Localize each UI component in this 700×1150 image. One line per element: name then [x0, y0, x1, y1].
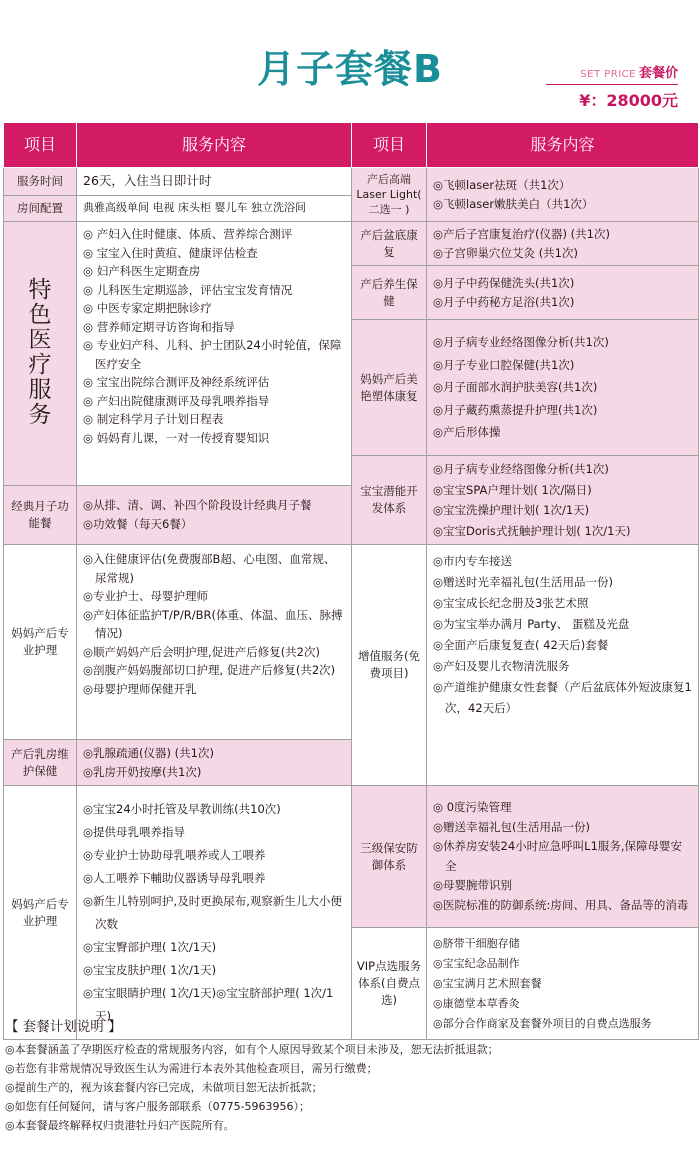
price-label-cn: 套餐价	[638, 66, 678, 81]
category-service-time: 服务时间	[4, 168, 77, 196]
category-wellness: 产后养生保健	[352, 266, 427, 320]
page-title: 月子套餐B	[257, 47, 443, 91]
category-medical	[4, 222, 77, 486]
list-item: ◎宝宝臀部护理( 1次/1天)	[83, 940, 217, 954]
security-content	[427, 786, 699, 928]
list-item: ◎产妇体征监护T/P/R/BR(体重、体温、血压、脉搏情况)	[83, 607, 343, 640]
plan-notes	[5, 1018, 695, 1135]
list-item: ◎乳房开奶按摩(共1次)	[83, 764, 202, 779]
laser-content	[427, 168, 699, 222]
plan-line: ◎如您有任何疑问，请与客户服务部联系（0775-5963956）；	[5, 1100, 311, 1113]
value-added-content	[427, 545, 699, 786]
category-mom-care: 妈妈产后专业护理	[4, 545, 77, 740]
list-item: ◎ 营养师定期寻访咨询和指导	[83, 319, 235, 334]
list-item: ◎医院标准的防御系统:房间、用具、备品等的消毒	[433, 897, 689, 912]
category-vip: VIP点选服务体系(自费点选)	[352, 928, 427, 1040]
category-beauty: 妈妈产后美艳塑体康复	[352, 320, 427, 456]
wellness-content	[427, 266, 699, 320]
plan-line: ◎本套餐最终解释权归贵港牡丹妇产医院所有。	[5, 1119, 235, 1132]
list-item: ◎宝宝24小时托管及早教训练(共10次)	[83, 802, 281, 816]
list-item: ◎母婴腕带识别	[433, 878, 513, 892]
table-row	[4, 222, 699, 266]
list-item: ◎飞顿laser祛斑（共1次）	[433, 178, 571, 192]
list-item: ◎ 产妇出院健康测评及母乳喂养指导	[83, 393, 270, 408]
list-item: ◎宝宝纪念品制作	[433, 956, 520, 970]
list-item: ◎ 0度污染管理	[433, 800, 512, 814]
list-item: ◎产后子宫康复治疗(仪器) (共1次)	[433, 227, 610, 241]
category-security: 三级保安防御体系	[352, 786, 427, 928]
list-item: ◎ 专业妇产科、儿科、护士团队24小时轮值，保障医疗安全	[83, 338, 342, 371]
room-text: 典雅高级单间 电视 床头柜 婴儿车 独立洗浴间	[77, 196, 352, 222]
category-meal: 经典月子功能餐	[4, 485, 77, 544]
table-row	[4, 168, 699, 196]
list-item: ◎月子病专业经络图像分析(共1次)	[433, 462, 609, 476]
list-item: ◎康德堂本草香灸	[433, 996, 520, 1010]
list-item: ◎全面产后康复复查( 42天后)套餐	[433, 638, 609, 652]
list-item: ◎功效餐（每天6餐）	[83, 516, 193, 531]
list-item: ◎提供母乳喂养指导	[83, 825, 186, 839]
list-item: ◎剖腹产妈妈腹部切口护理, 促进产后修复(共2次)	[83, 663, 336, 677]
category-value-added: 增值服务(免费项目)	[352, 545, 427, 786]
list-item: ◎专业护士、母婴护理师	[83, 589, 209, 603]
list-item: ◎市内专车接送	[433, 554, 513, 568]
list-item: ◎月子专业口腔保健(共1次)	[433, 357, 575, 372]
list-item: ◎ 中医专家定期把脉诊疗	[83, 301, 212, 315]
list-item: ◎部分合作商家及套餐外项目的自费点选服务	[433, 1016, 652, 1030]
price-value: ¥：28000元	[579, 91, 678, 110]
list-item: ◎入住健康评估(免费腹部B超、心电图、血常规、尿常规)	[83, 552, 336, 585]
list-item: ◎赠送幸福礼包(生活用品一份)	[433, 819, 591, 834]
list-item: ◎母婴护理师保健开乳	[83, 681, 197, 696]
list-item: ◎顺产妈妈产后会明护理,促进产后修复(共2次)	[83, 644, 320, 659]
list-item: ◎月子中药保健洗头(共1次)	[433, 276, 575, 290]
meal-content	[77, 485, 352, 544]
list-item: ◎ 儿科医生定期巡診，评估宝宝发育情况	[83, 282, 293, 297]
medical-content	[77, 222, 352, 486]
beauty-content	[427, 320, 699, 456]
baby-care-content	[77, 786, 352, 1040]
list-item: ◎为宝宝举办满月 Party、 蛋糕及光盘	[433, 617, 630, 631]
list-item: ◎新生儿特别呵护,及时更换尿布,观察新生儿大小便次数	[83, 894, 342, 931]
list-item: ◎产妇及婴儿衣物清洗服务	[433, 659, 570, 673]
list-item: ◎宝宝Doris式抚触护理计划( 1次/1天)	[433, 523, 631, 538]
plan-line: ◎提前生产的，视为该套餐内容已完成，未做项目恕无法折抵款；	[5, 1081, 323, 1094]
list-item: ◎月子面部水润护肤美容(共1次)	[433, 380, 598, 395]
header-item-right: 项目	[352, 123, 427, 168]
list-item: ◎宝宝眼睛护理( 1次/1天)◎宝宝脐部护理( 1次/1天)	[83, 986, 334, 1023]
list-item: ◎ 制定科学月子计划日程表	[83, 412, 224, 426]
price-label-en: SET PRICE	[580, 69, 636, 80]
breast-content	[77, 740, 352, 786]
list-item: ◎脐带干细胞存储	[433, 936, 520, 950]
table-row	[4, 545, 699, 740]
list-item: ◎赠送时光幸福礼包(生活用品一份)	[433, 575, 614, 589]
service-table	[3, 122, 699, 1040]
plan-line: ◎本套餐涵盖了孕期医疗检查的常规服务内容，如有个人原因导致某个项目未涉及，恕无法折抵退款；	[5, 1043, 499, 1056]
mom-care-content	[77, 545, 352, 740]
price-block	[546, 62, 678, 111]
list-item: ◎宝宝满月艺术照套餐	[433, 976, 542, 990]
list-item: ◎月子病专业经络图像分析(共1次)	[433, 335, 609, 350]
list-item: ◎ 妈妈育儿课，一对一传授育婴知识	[83, 430, 270, 445]
list-item: ◎宝宝洗操护理计划( 1次/1天)	[433, 503, 590, 517]
list-item: ◎ 宝宝入住时黄疸、健康评估检查	[83, 245, 258, 260]
list-item: ◎ 产妇入住时健康、体质、营养综合测评	[83, 227, 293, 241]
list-item: ◎人工喂养下輔助仪器诱导母乳喂养	[83, 871, 266, 885]
price-divider	[546, 84, 678, 85]
list-item: ◎乳腺疏通(仪器) (共1次)	[83, 746, 214, 760]
list-item: ◎子宫卵巢穴位艾灸 (共1次)	[433, 245, 578, 260]
list-item: ◎宝宝皮肤护理( 1次/1天)	[83, 963, 217, 977]
list-item: ◎产后形体操	[433, 425, 501, 440]
header-item-left: 项目	[4, 123, 77, 168]
plan-heading: 【 套餐计划说明 】	[5, 1019, 122, 1035]
category-potential: 宝宝潜能开发体系	[352, 456, 427, 545]
list-item: ◎从排、清、调、补四个阶段设计经典月子餐	[83, 498, 312, 513]
category-pelvic: 产后盆底康复	[352, 222, 427, 266]
list-item: ◎休养房安装24小时应急呼叫L1服务,保障母婴安全	[433, 839, 683, 873]
list-item: ◎专业护士协助母乳喂养或人工喂养	[83, 848, 266, 862]
category-breast: 产后乳房维护保健	[4, 740, 77, 786]
plan-line: ◎若您有非常规情况导致医生认为需进行本表外其他检查项目，需另行缴费；	[5, 1062, 378, 1075]
pelvic-content	[427, 222, 699, 266]
list-item: ◎宝宝SPA户理计划( 1次/隔日)	[433, 482, 592, 497]
potential-content	[427, 456, 699, 545]
list-item: ◎ 妇产科医生定期查房	[83, 264, 201, 278]
list-item: ◎飞顿laser嫩肤美白（共1次）	[433, 196, 594, 211]
category-room: 房间配置	[4, 196, 77, 222]
price-label	[546, 62, 678, 81]
category-baby-care: 妈妈产后专业护理	[4, 786, 77, 1040]
list-item: ◎产道维护健康女性套餐（产后盆底体外短波康复1次，42天后）	[433, 680, 692, 715]
table-header-row	[4, 123, 699, 168]
header-content-left: 服务内容	[77, 123, 352, 168]
header-content-right: 服务内容	[427, 123, 699, 168]
category-medical-label: 特色医疗服务	[28, 277, 52, 429]
category-laser: 产后高端Laser Light( 二选一 )	[352, 168, 427, 222]
list-item: ◎月子藏药熏蒸提升护理(共1次)	[433, 402, 598, 417]
list-item: ◎月子中药秘方足浴(共1次)	[433, 294, 575, 309]
service-time-text: 26天，入住当日即计时	[77, 168, 352, 196]
list-item: ◎宝宝成长纪念册及3张艺术照	[433, 596, 589, 610]
list-item: ◎ 宝宝出院综合测评及神经系统评估	[83, 375, 270, 389]
